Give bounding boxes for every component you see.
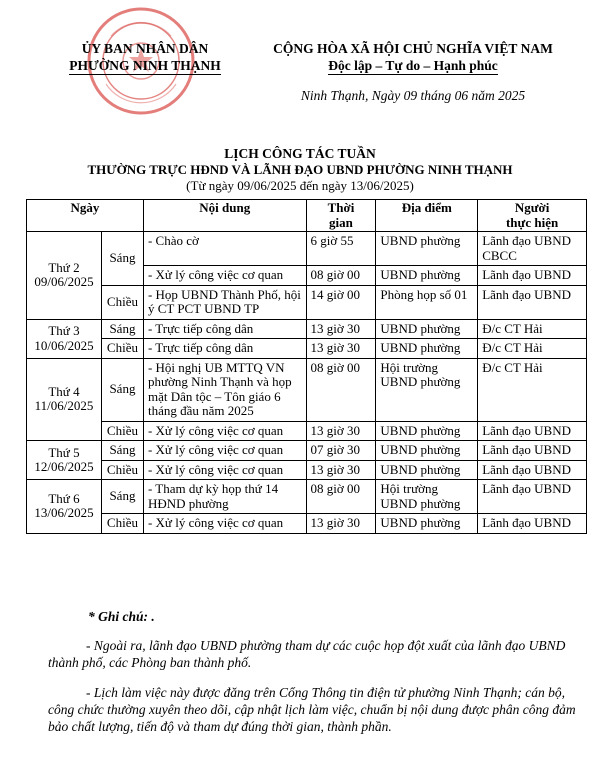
table-row — [27, 232, 587, 266]
time-cell: 07 giờ 30 — [306, 441, 376, 461]
table-row — [27, 339, 587, 359]
note-1: - Ngoài ra, lãnh đạo UBND phường tham dự các cuộc họp đột xuất của lãnh đạo UBND thành phố, các Phòng ban thành phố. — [48, 638, 566, 670]
person-cell: Lãnh đạo UBND — [478, 514, 587, 534]
header-day: Ngày — [27, 200, 144, 232]
person-cell: Lãnh đạo UBND CBCC — [478, 232, 587, 266]
table-row — [27, 285, 587, 319]
national-motto — [258, 40, 568, 75]
session-cell: Chiều — [101, 514, 143, 534]
content-cell: - Xử lý công việc cơ quan — [143, 441, 306, 461]
time-cell: 08 giờ 00 — [306, 358, 376, 421]
content-cell: - Hội nghị UB MTTQ VN phường Ninh Thạnh và họp mặt Dân tộc – Tôn giáo 6 tháng đầu năm 2025 — [143, 358, 306, 421]
session-cell: Chiều — [101, 339, 143, 359]
place-cell: UBND phường — [376, 460, 478, 480]
table-row — [27, 514, 587, 534]
time-cell: 08 giờ 00 — [306, 480, 376, 514]
day-cell — [27, 232, 102, 320]
place-cell: UBND phường — [376, 421, 478, 441]
day-date: 11/06/2025 — [34, 398, 94, 414]
date-range: (Từ ngày 09/06/2025 đến ngày 13/06/2025) — [186, 178, 414, 193]
nation-name: CỘNG HÒA XÃ HỘI CHỦ NGHĨA VIỆT NAM — [273, 41, 553, 56]
day-cell — [27, 480, 102, 534]
time-cell: 13 giờ 30 — [306, 460, 376, 480]
weekly-schedule-table — [26, 199, 587, 534]
header-content: Nội dung — [143, 200, 306, 232]
session-cell: Chiều — [101, 460, 143, 480]
day-date: 13/06/2025 — [34, 505, 94, 521]
time-cell: 08 giờ 00 — [306, 266, 376, 286]
person-cell: Lãnh đạo UBND — [478, 421, 587, 441]
person-cell: Lãnh đạo UBND — [478, 441, 587, 461]
person-cell: Lãnh đạo UBND — [478, 480, 587, 514]
content-cell: - Họp UBND Thành Phố, hội ý CT PCT UBND TP — [143, 285, 306, 319]
time-cell: 13 giờ 30 — [306, 319, 376, 339]
time-cell: 13 giờ 30 — [306, 514, 376, 534]
content-cell: - Chào cờ — [143, 232, 306, 266]
document-title: LỊCH CÔNG TÁC TUẦN — [224, 146, 376, 161]
document-date: Ninh Thạnh, Ngày 09 tháng 06 năm 2025 — [300, 88, 526, 103]
day-name: Thứ 5 — [48, 444, 80, 460]
session-cell: Sáng — [101, 480, 143, 514]
session-cell: Sáng — [101, 358, 143, 421]
content-cell: - Xử lý công việc cơ quan — [143, 266, 306, 286]
day-name: Thứ 6 — [48, 490, 80, 506]
place-cell: Hội trường UBND phường — [376, 358, 478, 421]
person-cell: Đ/c CT Hải — [478, 339, 587, 359]
person-cell: Lãnh đạo UBND — [478, 266, 587, 286]
content-cell: - Trực tiếp công dân — [143, 319, 306, 339]
day-date: 09/06/2025 — [34, 274, 94, 290]
document-title-block — [0, 146, 600, 194]
place-cell: UBND phường — [376, 339, 478, 359]
person-cell: Đ/c CT Hải — [478, 319, 587, 339]
table-row — [27, 358, 587, 421]
person-cell: Đ/c CT Hải — [478, 358, 587, 421]
time-cell: 13 giờ 30 — [306, 421, 376, 441]
day-date: 10/06/2025 — [34, 337, 94, 353]
header-time: Thời gian — [306, 200, 376, 232]
document-subtitle: THƯỜNG TRỰC HĐND VÀ LÃNH ĐẠO UBND PHƯỜNG NINH THẠNH — [87, 162, 513, 177]
motto: Độc lập – Tự do – Hạnh phúc — [328, 58, 498, 73]
note-2: - Lịch làm việc này được đăng trên Cổng Thông tin điện tử phường Ninh Thạnh; cán bộ, công chức thường xuyên theo dõi, cập nhật lịch làm việc, chuẩn bị nội dung được phân công đảm bảo chất lượng, tiến độ và tham dự đúng thời gian, thành phần. — [48, 685, 576, 734]
place-cell: UBND phường — [376, 441, 478, 461]
header-person: Người thực hiện — [478, 200, 587, 232]
content-cell: - Tham dự kỳ họp thứ 14 HĐND phường — [143, 480, 306, 514]
time-cell: 14 giờ 00 — [306, 285, 376, 319]
session-cell: Sáng — [101, 232, 143, 286]
table-row — [27, 441, 587, 461]
person-cell: Lãnh đạo UBND — [478, 285, 587, 319]
table-header-row — [27, 200, 587, 232]
place-cell: UBND phường — [376, 266, 478, 286]
place-cell: Phòng họp số 01 — [376, 285, 478, 319]
place-cell: Hội trường UBND phường — [376, 480, 478, 514]
place-cell: UBND phường — [376, 232, 478, 266]
table-row — [27, 460, 587, 480]
day-cell — [27, 358, 102, 441]
session-cell: Chiều — [101, 421, 143, 441]
content-cell: - Xử lý công việc cơ quan — [143, 421, 306, 441]
time-cell: 13 giờ 30 — [306, 339, 376, 359]
day-name: Thứ 2 — [48, 259, 80, 275]
content-cell: - Xử lý công việc cơ quan — [143, 514, 306, 534]
place-cell: UBND phường — [376, 319, 478, 339]
day-cell — [27, 441, 102, 480]
notes-title: * Ghi chú: . — [88, 609, 155, 624]
day-name: Thứ 4 — [48, 383, 80, 399]
table-row — [27, 319, 587, 339]
person-cell: Lãnh đạo UBND — [478, 460, 587, 480]
table-row — [27, 480, 587, 514]
content-cell: - Trực tiếp công dân — [143, 339, 306, 359]
session-cell: Chiều — [101, 285, 143, 319]
header-place: Địa điểm — [376, 200, 478, 232]
day-name: Thứ 3 — [48, 323, 80, 338]
day-cell — [27, 319, 102, 358]
session-cell: Sáng — [101, 319, 143, 339]
place-cell: UBND phường — [376, 514, 478, 534]
table-row — [27, 421, 587, 441]
issuing-organization — [40, 40, 250, 75]
session-cell: Sáng — [101, 441, 143, 461]
day-date: 12/06/2025 — [34, 459, 94, 474]
time-cell: 6 giờ 55 — [306, 232, 376, 266]
content-cell: - Xử lý công việc cơ quan — [143, 460, 306, 480]
org-line-2: PHƯỜNG NINH THẠNH — [69, 58, 221, 73]
org-line-1: ỦY BAN NHÂN DÂN — [81, 41, 209, 56]
